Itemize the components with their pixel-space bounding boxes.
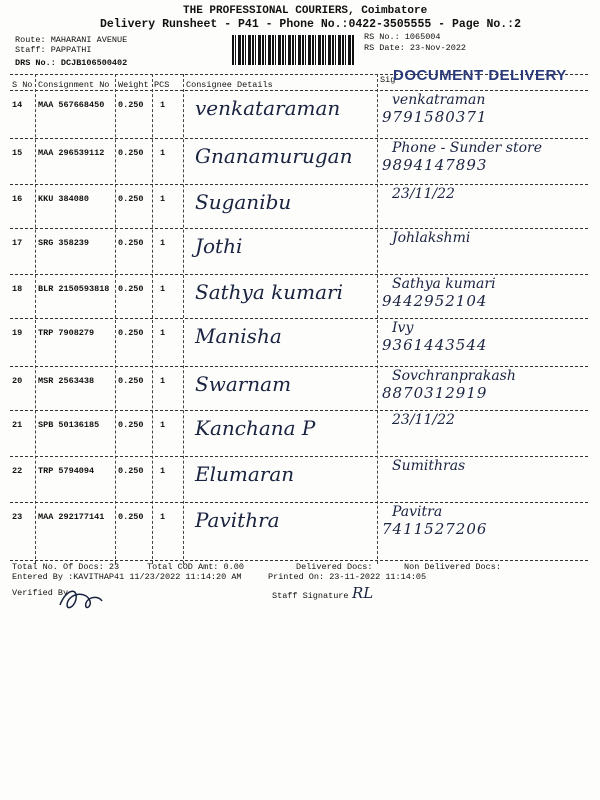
- row-consignment-no: SRG 358239: [38, 238, 90, 248]
- entered-by: Entered By :KAVITHAP41 11/23/2022 11:14:20 AM: [12, 572, 242, 582]
- row-consignment-no: MAA 296539112: [38, 148, 105, 158]
- row-receiver-phone: 7411527206: [382, 520, 488, 538]
- company-name: THE PROFESSIONAL COURIERS, Coimbatore: [183, 5, 428, 17]
- row-receiver-signature: Phone - Sunder store: [392, 140, 543, 156]
- row-receiver-signature: 23/11/22: [392, 412, 455, 428]
- row-consignee-name: Manisha: [195, 324, 282, 348]
- total-cod: Total COD Amt: 0.00: [147, 562, 244, 572]
- row-divider: [10, 410, 588, 411]
- document-delivery-stamp: DOCUMENT DELIVERY: [393, 67, 567, 84]
- row-receiver-signature: Pavitra: [392, 504, 443, 520]
- row-receiver-signature: Sovchranprakash: [392, 368, 516, 384]
- row-pcs: 1: [160, 420, 166, 430]
- row-consignment-no: KKU 384080: [38, 194, 90, 204]
- row-pcs: 1: [160, 284, 166, 294]
- col-weight: Weight: [118, 80, 149, 90]
- non-delivered-docs: Non Delivered Docs:: [404, 562, 501, 572]
- row-consignment-no: TRP 7908279: [38, 328, 95, 338]
- col-consignment: Consignment No: [38, 80, 110, 90]
- staff-label: Staff: PAPPATHI: [15, 45, 92, 55]
- col-divider: [115, 74, 116, 564]
- row-receiver-signature: Ivy: [392, 320, 414, 336]
- row-sno: 16: [12, 194, 23, 204]
- row-consignee-name: venkataraman: [195, 96, 341, 120]
- row-sno: 15: [12, 148, 23, 158]
- row-weight: 0.250: [118, 148, 144, 158]
- col-sno: S No: [12, 80, 33, 90]
- row-consignment-no: SPB 50136185: [38, 420, 100, 430]
- row-pcs: 1: [160, 376, 166, 386]
- row-divider: [10, 228, 588, 229]
- row-divider: [10, 318, 588, 319]
- row-consignee-name: Elumaran: [195, 462, 295, 486]
- row-pcs: 1: [160, 148, 166, 158]
- table-bottom-rule: [10, 560, 588, 561]
- row-divider: [10, 138, 588, 139]
- col-divider: [152, 74, 153, 564]
- row-sno: 14: [12, 100, 23, 110]
- row-weight: 0.250: [118, 376, 144, 386]
- row-sno: 22: [12, 466, 23, 476]
- col-divider: [183, 74, 184, 564]
- row-receiver-signature: venkatraman: [392, 92, 486, 108]
- row-divider: [10, 456, 588, 457]
- row-sno: 17: [12, 238, 23, 248]
- total-docs: Total No. Of Docs: 23: [12, 562, 120, 572]
- row-receiver-signature: Sumithras: [392, 458, 466, 474]
- barcode-image: [232, 35, 354, 65]
- row-pcs: 1: [160, 194, 166, 204]
- row-sno: 18: [12, 284, 23, 294]
- col-pcs: PCS: [154, 80, 170, 90]
- verified-signature-image: [56, 583, 108, 619]
- staff-signature-label: Staff Signature: [272, 591, 349, 601]
- row-sno: 20: [12, 376, 23, 386]
- row-divider: [10, 184, 588, 185]
- col-divider: [35, 74, 36, 564]
- row-weight: 0.250: [118, 194, 144, 204]
- row-consignment-no: TRP 5794094: [38, 466, 95, 476]
- verified-by-label: Verified By: [12, 588, 69, 598]
- row-receiver-signature: Sathya kumari: [392, 276, 496, 292]
- row-sno: 19: [12, 328, 23, 338]
- row-pcs: 1: [160, 238, 166, 248]
- row-weight: 0.250: [118, 100, 144, 110]
- row-receiver-phone: 9894147893: [382, 156, 488, 174]
- row-weight: 0.250: [118, 512, 144, 522]
- row-sno: 21: [12, 420, 23, 430]
- row-consignment-no: MAA 567668450: [38, 100, 105, 110]
- row-receiver-phone: 9791580371: [382, 108, 488, 126]
- row-receiver-phone: 9361443544: [382, 336, 488, 354]
- row-receiver-signature: Johlakshmi: [392, 230, 471, 246]
- col-divider: [377, 74, 378, 564]
- route-label: Route: MAHARANI AVENUE: [15, 35, 128, 45]
- row-consignment-no: BLR 2150593818: [38, 284, 110, 294]
- col-signature: Sig: [380, 75, 396, 85]
- row-consignee-name: Kanchana P: [195, 416, 316, 440]
- row-consignment-no: MAA 292177141: [38, 512, 105, 522]
- row-consignment-no: MSR 2563438: [38, 376, 95, 386]
- row-divider: [10, 502, 588, 503]
- row-consignee-name: Gnanamurugan: [195, 144, 353, 168]
- row-pcs: 1: [160, 100, 166, 110]
- row-consignee-name: Suganibu: [195, 190, 292, 214]
- row-consignee-name: Jothi: [195, 234, 243, 258]
- table-header-rule: [10, 90, 588, 91]
- rs-date: RS Date: 23-Nov-2022: [364, 43, 467, 53]
- rs-number: RS No.: 1065004: [364, 32, 441, 42]
- runsheet-title: Delivery Runsheet - P41 - Phone No.:0422-3505555 - Page No.:2: [100, 18, 521, 31]
- staff-initials: RL: [352, 584, 374, 602]
- drs-number: DRS No.: DCJB106500402: [15, 58, 128, 68]
- printed-on: Printed On: 23-11-2022 11:14:05: [268, 572, 427, 582]
- row-receiver-phone: 8870312919: [382, 384, 488, 402]
- delivered-docs: Delivered Docs:: [296, 562, 373, 572]
- row-receiver-signature: 23/11/22: [392, 186, 455, 202]
- row-consignee-name: Swarnam: [195, 372, 292, 396]
- row-consignee-name: Pavithra: [195, 508, 280, 532]
- row-weight: 0.250: [118, 328, 144, 338]
- row-divider: [10, 274, 588, 275]
- row-weight: 0.250: [118, 420, 144, 430]
- row-weight: 0.250: [118, 238, 144, 248]
- col-consignee: Consignee Details: [186, 80, 273, 90]
- row-divider: [10, 366, 588, 367]
- row-pcs: 1: [160, 328, 166, 338]
- row-pcs: 1: [160, 512, 166, 522]
- row-weight: 0.250: [118, 284, 144, 294]
- row-receiver-phone: 9442952104: [382, 292, 488, 310]
- row-pcs: 1: [160, 466, 166, 476]
- row-sno: 23: [12, 512, 23, 522]
- row-consignee-name: Sathya kumari: [195, 280, 343, 304]
- row-weight: 0.250: [118, 466, 144, 476]
